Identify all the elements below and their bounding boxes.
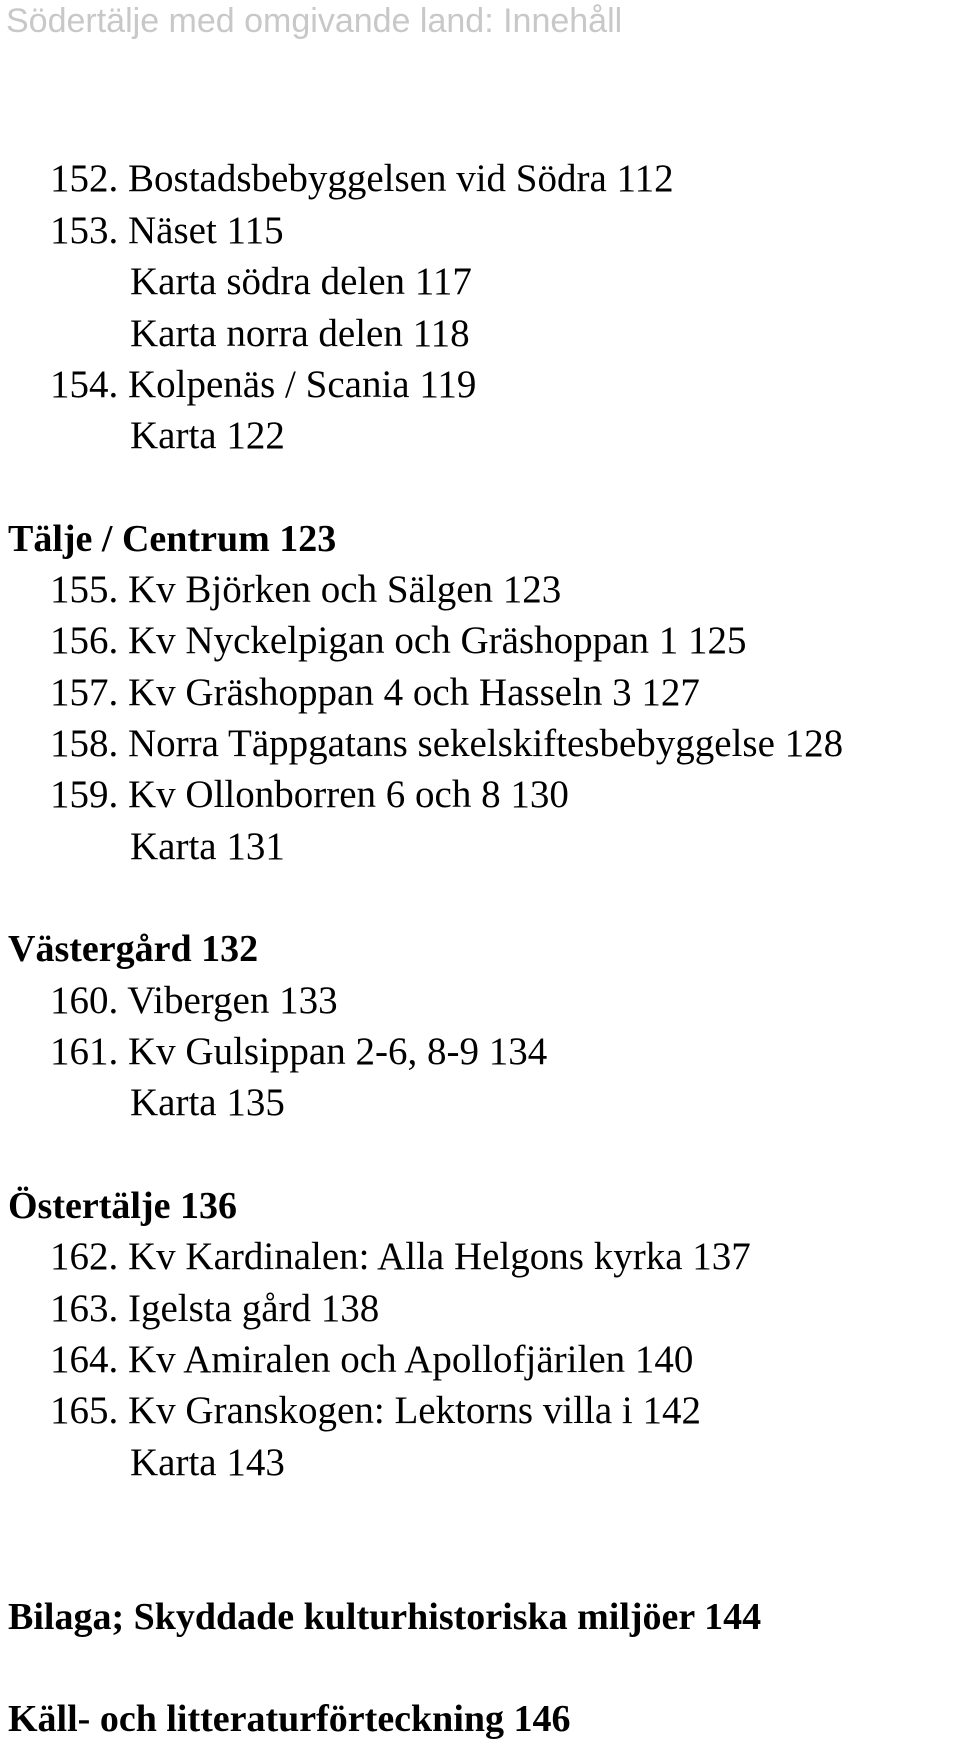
toc-entry-153: 153. Näset 115: [50, 209, 284, 252]
toc-subentry-karta-122: Karta 122: [130, 414, 285, 457]
toc-entry-155: 155. Kv Björken och Sälgen 123: [50, 568, 562, 611]
toc-section-ostertalje: Östertälje 136: [8, 1185, 237, 1227]
toc-subentry-karta-143: Karta 143: [130, 1441, 285, 1484]
toc-entry-163: 163. Igelsta gård 138: [50, 1287, 380, 1330]
toc-entry-162: 162. Kv Kardinalen: Alla Helgons kyrka 137: [50, 1235, 751, 1278]
toc-section-kall-och-litteratur: Käll- och litteraturförteckning 146: [8, 1698, 571, 1740]
toc-subentry-karta-131: Karta 131: [130, 825, 285, 868]
toc-subentry-karta-norra-delen: Karta norra delen 118: [130, 312, 470, 355]
toc-section-talje-centrum: Tälje / Centrum 123: [8, 518, 337, 560]
toc-entry-154: 154. Kolpenäs / Scania 119: [50, 363, 477, 406]
toc-subentry-karta-sodra-delen: Karta södra delen 117: [130, 260, 472, 303]
toc-subentry-karta-135: Karta 135: [130, 1081, 285, 1124]
toc-entry-165: 165. Kv Granskogen: Lektorns villa i 142: [50, 1389, 701, 1432]
toc-entry-161: 161. Kv Gulsippan 2-6, 8-9 134: [50, 1030, 548, 1073]
toc-entry-160: 160. Vibergen 133: [50, 979, 338, 1022]
toc-section-bilaga: Bilaga; Skyddade kulturhistoriska miljöer 144: [8, 1596, 762, 1638]
toc-entry-158: 158. Norra Täppgatans sekelskiftesbebyggelse 128: [50, 722, 844, 765]
toc-section-vastergard: Västergård 132: [8, 928, 259, 970]
toc-entry-159: 159. Kv Ollonborren 6 och 8 130: [50, 773, 569, 816]
toc-entry-157: 157. Kv Gräshoppan 4 och Hasseln 3 127: [50, 671, 700, 714]
toc-entry-156: 156. Kv Nyckelpigan och Gräshoppan 1 125: [50, 619, 747, 662]
page-title: Södertälje med omgivande land: Innehåll: [6, 2, 623, 40]
toc-entry-152: 152. Bostadsbebyggelsen vid Södra 112: [50, 157, 674, 200]
toc-entry-164: 164. Kv Amiralen och Apollofjärilen 140: [50, 1338, 694, 1381]
